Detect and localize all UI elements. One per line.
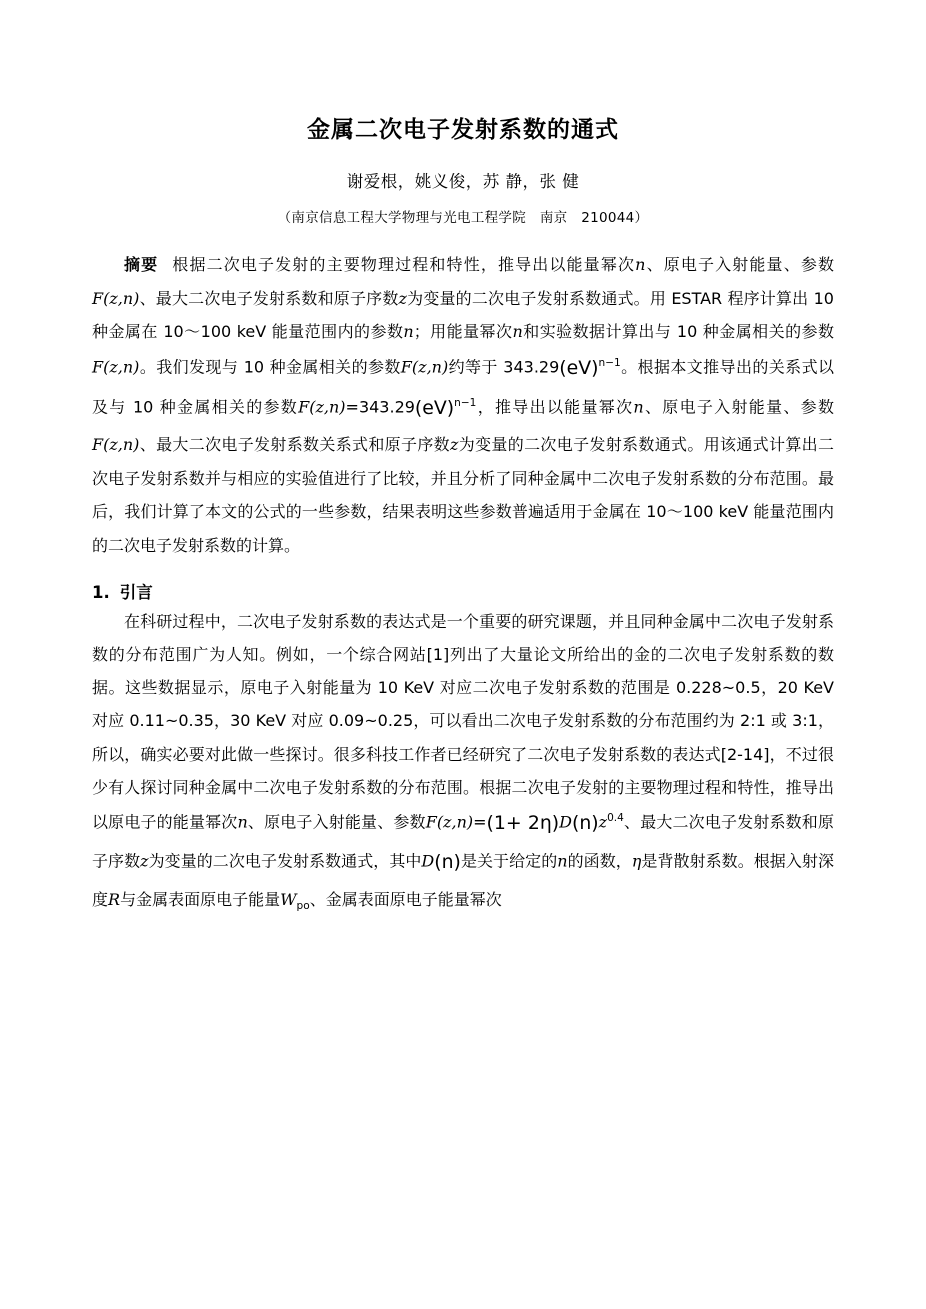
- section-number: 1.: [92, 582, 110, 602]
- par-text-b: 、原电子入射能量、参数: [247, 812, 426, 832]
- par-text-f: 的函数，: [567, 851, 632, 871]
- var-F: F: [298, 397, 310, 417]
- abstract-label: 摘要: [124, 255, 159, 275]
- var-eta: η: [631, 851, 642, 871]
- exponent: n−1: [454, 396, 477, 409]
- paren-zn: (z,n): [436, 812, 474, 832]
- abstract-text-3: 、最大二次电子发射系数和原子序数: [139, 288, 399, 308]
- var-R: R: [108, 889, 121, 909]
- par-text-d: 为变量的二次电子发射系数通式，其中: [148, 851, 422, 871]
- paren-zn: (z,n): [103, 435, 140, 455]
- paren-zn: (z,n): [411, 357, 449, 377]
- abstract-text-13: 、最大二次电子发射系数关系式和原子序数: [139, 435, 450, 455]
- par-text-h: 与金属表面原电子能量: [120, 889, 281, 909]
- paren-zn: (z,n): [309, 397, 346, 417]
- abstract-text-9: 。根据本文推导出的关系式以及与 10 种金属相关的参数: [92, 357, 834, 417]
- par-text-g: 是背散射系数。根据入射深度: [92, 851, 834, 909]
- var-F: F: [92, 435, 104, 455]
- var-W: W: [280, 889, 297, 909]
- abstract-paragraph: [92, 248, 834, 562]
- page-title: 金属二次电子发射系数的通式: [307, 117, 619, 143]
- var-z: z: [140, 851, 149, 871]
- exponent: 0.4: [607, 812, 624, 825]
- par-text-e: 是关于给定的: [460, 851, 558, 871]
- var-n: n: [557, 851, 568, 871]
- abstract-text-10: =343.29: [345, 397, 415, 417]
- affiliation: （南京信息工程大学物理与光电工程学院 南京 210044）: [277, 210, 649, 227]
- var-D: D: [421, 851, 435, 871]
- backscatter-factor: (1+ 2η): [486, 812, 560, 835]
- paren-zn: (z,n): [103, 288, 140, 308]
- abstract-text-1: 根据二次电子发射的主要物理过程和特性，推导出以能量幂次: [172, 255, 636, 275]
- var-F: F: [400, 357, 412, 377]
- var-n: n: [403, 322, 414, 342]
- abstract-text-11: ，推导出以能量幂次: [476, 397, 634, 417]
- equals-sign: =: [473, 812, 487, 832]
- section-title: 引言: [119, 582, 153, 602]
- abstract-text-14: 为变量的二次电子发射系数通式。用该通式计算出二次电子发射系数并与相应的实验值进行了比较，并且分析了同种金属中二次电子发射系数的分布范围。最后，我们计算了本文的公式的一些参数，结果表明这些参数普遍适用于金属在 10～100 keV 能量范围内的二次电子发射系数的计算。: [92, 435, 834, 555]
- subscript-po: po: [296, 899, 310, 912]
- abstract-text-7: 。我们发现与 10 种金属相关的参数: [139, 357, 401, 377]
- var-F: F: [425, 812, 437, 832]
- exponent: n−1: [598, 357, 621, 370]
- par-text-c: 、最大二次电子发射系数和原子序数: [92, 812, 834, 871]
- paren-n: (n): [571, 812, 599, 835]
- par-text-a: 在科研过程中，二次电子发射系数的表达式是一个重要的研究课题，并且同种金属中二次电子发射系数的分布范围广为人知。例如，一个综合网站[1]列出了大量论文所给出的金的二次电子发射系数的数据。这些数据显示，原电子入射能量为 10 KeV 对应二次电子发射系数的范围是 0.228~0.5，20 KeV 对应 0.11~0.35，30 KeV 对应 0.09~0.25，可以看出二次电子发射系数的分布范围约为 2:1 或 3:1，所以，确实必要对此做一些探讨。很多科技工作者已经研究了二次电子发射系数的表达式[2-14]，不过很少有人探讨同种金属中二次电子发射系数的分布范围。根据二次电子发射的主要物理过程和特性，推导出以原电子的能量幂次: [92, 611, 834, 832]
- section-heading-1: [92, 579, 834, 603]
- paren-n: (n): [434, 851, 461, 874]
- var-F: F: [92, 288, 104, 308]
- author-list: 谢爱根，姚义俊，苏 静，张 健: [346, 172, 580, 192]
- unit-ev: (eV): [559, 356, 599, 379]
- abstract-text-6: 和实验数据计算出与 10 种金属相关的参数: [522, 322, 834, 342]
- abstract-text-5: ；用能量幂次: [413, 322, 513, 342]
- var-F: F: [92, 357, 104, 377]
- var-n: n: [633, 397, 644, 417]
- var-z: z: [450, 435, 459, 455]
- var-n: n: [635, 255, 646, 275]
- var-z: z: [598, 812, 608, 832]
- var-n: n: [512, 322, 523, 342]
- var-z: z: [398, 288, 407, 308]
- abstract-text-8: 约等于 343.29: [448, 357, 560, 377]
- var-n: n: [237, 812, 248, 832]
- abstract-block: [92, 248, 834, 562]
- abstract-text-2: 、原电子入射能量、参数: [645, 255, 834, 275]
- paren-zn: (z,n): [103, 357, 140, 377]
- par-text-i: 、金属表面原电子能量幂次: [309, 889, 502, 909]
- abstract-text-4: 为变量的二次电子发射系数通式。用 ESTAR 程序计算出 10 种金属在 10～100 keV 能量范围内的参数: [92, 288, 834, 342]
- abstract-text-12: 、原电子入射能量、参数: [643, 397, 834, 417]
- unit-ev: (eV): [414, 396, 455, 419]
- var-D: D: [559, 812, 572, 832]
- section-1-paragraph-1: [92, 605, 834, 916]
